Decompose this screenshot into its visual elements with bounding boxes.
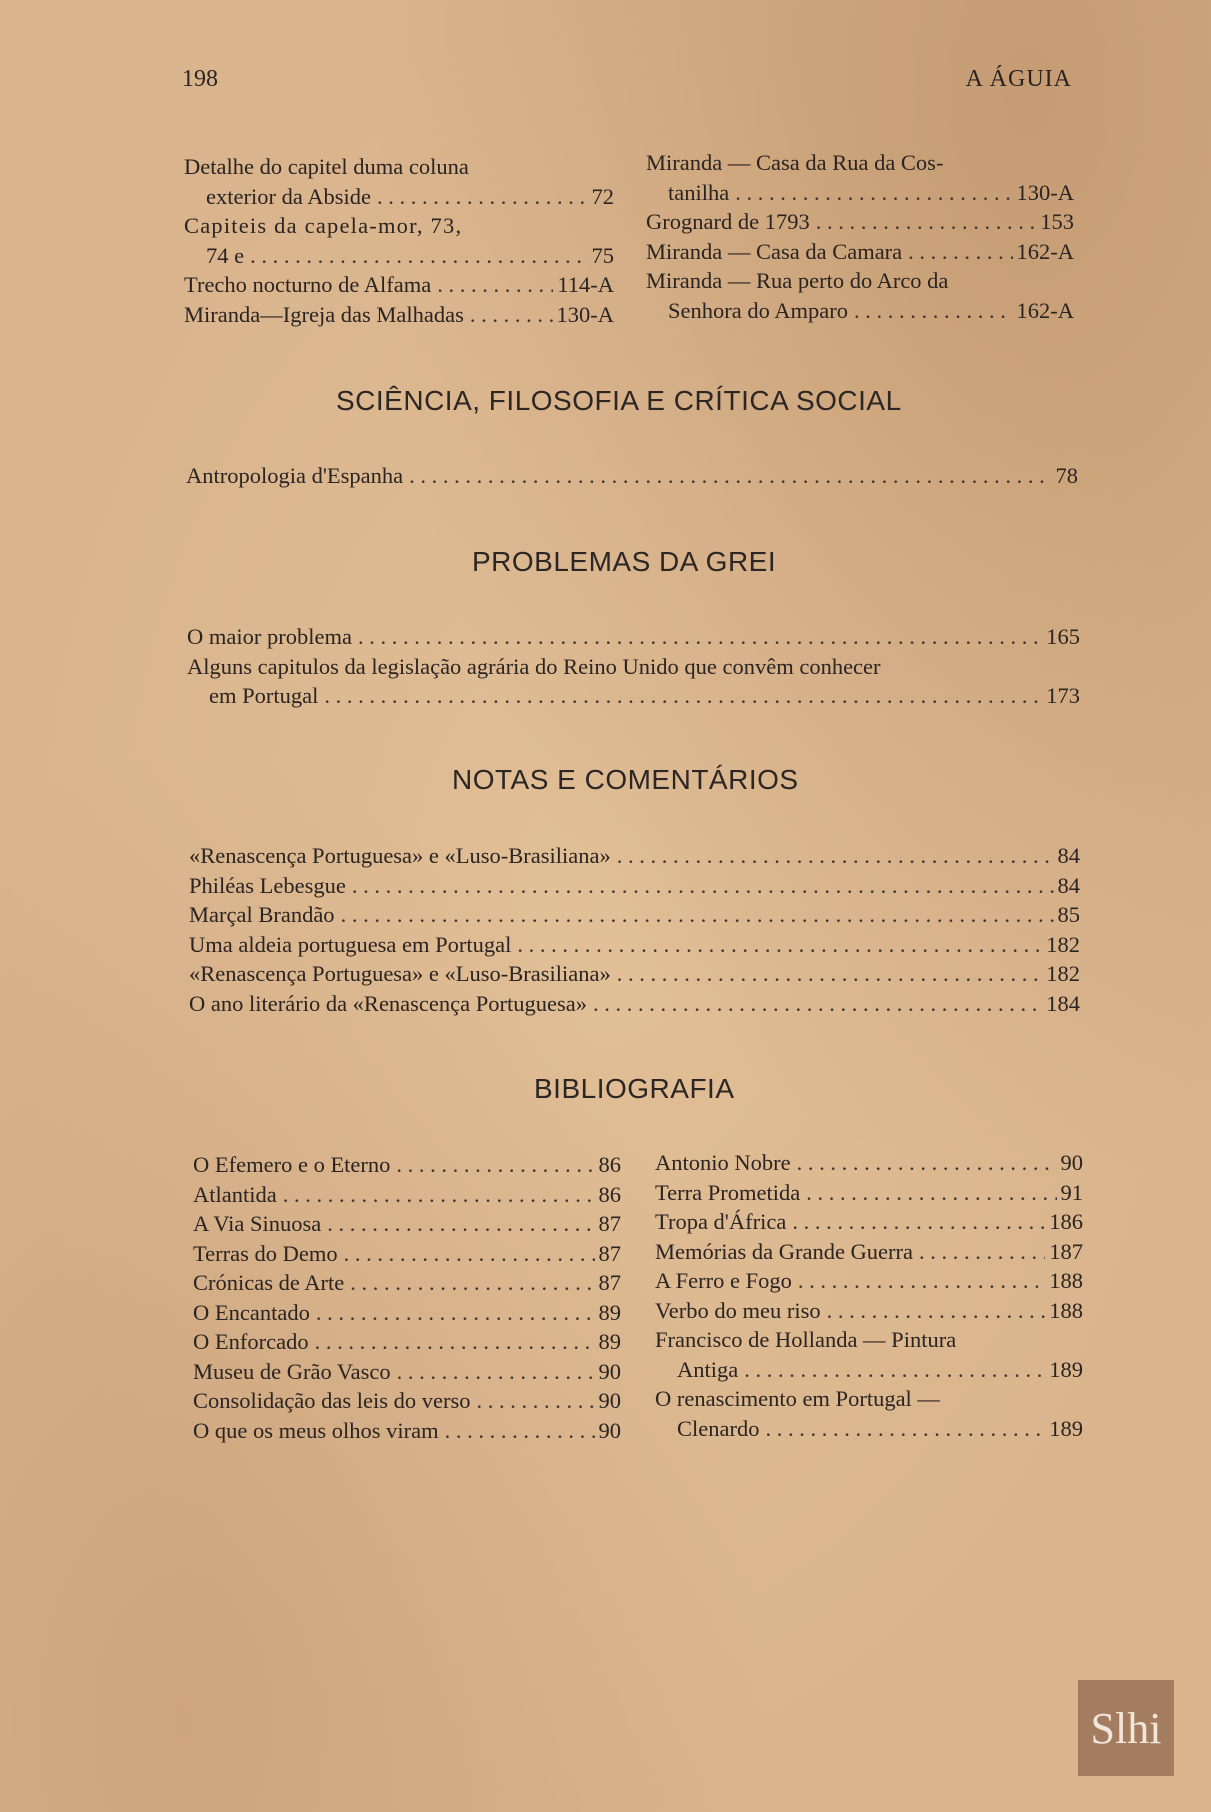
dot-leader [786, 1207, 1045, 1237]
toc-entry-title: exterior da Abside [206, 183, 371, 209]
toc-entry-title: Uma aldeia portuguesa em Portugal [189, 931, 512, 957]
toc-entry [189, 989, 1080, 1019]
toc-entry [189, 959, 1080, 989]
toc-entry [646, 296, 1074, 326]
toc-entry-title: O que os meus olhos viram [193, 1417, 439, 1443]
dot-leader [335, 900, 1054, 930]
dot-leader [800, 1178, 1056, 1208]
bibliografia-list-right [655, 1148, 1083, 1443]
dot-leader [738, 1355, 1045, 1385]
toc-entry-title: Miranda — Casa da Rua da Cos- [646, 150, 944, 175]
toc-entry-page: 187 [1049, 1238, 1083, 1264]
toc-entry [193, 1386, 621, 1416]
toc-entry [655, 1296, 1083, 1326]
toc-entry-title: O Encantado [193, 1299, 310, 1325]
toc-entry-title: Antonio Nobre [655, 1150, 791, 1175]
toc-entry-page: 87 [598, 1240, 621, 1266]
toc-entry-page: 89 [598, 1299, 621, 1325]
toc-entry-page: 188 [1049, 1268, 1083, 1293]
toc-entry-title: Memórias da Grande Guerra [655, 1238, 914, 1264]
dot-leader [244, 241, 587, 271]
toc-entry-page: 186 [1049, 1209, 1083, 1234]
dot-leader [611, 841, 1054, 871]
toc-entry-page: 130-A [1016, 179, 1074, 205]
toc-entry [655, 1266, 1083, 1296]
toc-entry-title: Antiga [677, 1356, 739, 1382]
toc-entry-title: «Renascença Portuguesa» e «Luso-Brasiliana» [189, 961, 611, 986]
toc-entry-page: 87 [598, 1270, 621, 1295]
toc-entry [186, 461, 1078, 491]
toc-entry-title: Alguns capitulos da legislação agrária do Reino Unido que convêm conhecer [187, 653, 881, 679]
toc-entry [184, 211, 614, 241]
toc-entry [655, 1325, 1083, 1355]
dot-leader [810, 207, 1037, 237]
toc-entry [193, 1327, 621, 1357]
toc-entry [646, 237, 1074, 267]
toc-entry-title: O ano literário da «Renascença Portuguesa» [189, 990, 587, 1016]
toc-entry [646, 178, 1074, 208]
journal-title: A ÁGUIA [965, 66, 1072, 92]
toc-entry [184, 300, 614, 330]
toc-entry-title: Crónicas de Arte [193, 1270, 345, 1295]
top-list-right [646, 148, 1074, 325]
toc-entry [646, 266, 1074, 296]
toc-entry [655, 1207, 1083, 1237]
dot-leader [464, 300, 553, 330]
dot-leader [344, 1268, 594, 1298]
toc-entry-page: 72 [591, 183, 614, 209]
toc-entry [184, 182, 614, 212]
toc-entry [193, 1209, 621, 1239]
dot-leader [338, 1239, 595, 1269]
toc-entry-title: Grognard de 1793 [646, 209, 810, 234]
toc-entry [646, 207, 1074, 237]
dot-leader [792, 1266, 1045, 1296]
toc-entry-title: O Enforcado [193, 1329, 309, 1354]
dot-leader [390, 1150, 594, 1180]
toc-entry-page: 173 [1046, 683, 1080, 708]
toc-entry [655, 1414, 1083, 1444]
dot-leader [310, 1298, 595, 1328]
toc-entry [193, 1150, 621, 1180]
toc-entry-title: Marçal Brandão [189, 902, 335, 927]
toc-entry [655, 1178, 1083, 1208]
toc-entry-page: 182 [1046, 931, 1080, 957]
toc-entry-title: Atlantida [193, 1181, 277, 1207]
section-heading-bibliografia: BIBLIOGRAFIA [534, 1073, 735, 1104]
toc-entry [655, 1148, 1083, 1178]
section-heading-problemas: PROBLEMAS DA GREI [472, 546, 777, 577]
toc-entry-title: Senhora do Amparo [668, 297, 848, 323]
toc-entry-title: Francisco de Hollanda — Pintura [655, 1327, 957, 1352]
toc-entry-page: 182 [1046, 961, 1080, 986]
page-number: 198 [182, 66, 218, 92]
toc-entry-title: Miranda — Casa da Camara [646, 238, 903, 264]
section-list-problemas [187, 622, 1080, 711]
dot-leader [346, 871, 1054, 901]
stamp-text: Slhi [1090, 1703, 1162, 1753]
bibliografia-list-left [193, 1150, 621, 1445]
toc-entry-title: Antropologia d'Espanha [186, 463, 404, 488]
dot-leader [902, 237, 1012, 267]
toc-entry-title: Consolidação das leis do verso [193, 1388, 471, 1413]
toc-entry [189, 841, 1080, 871]
dot-leader [821, 1296, 1046, 1326]
toc-entry [189, 900, 1080, 930]
toc-entry-page: 162-A [1016, 297, 1074, 323]
toc-entry-page: 90 [598, 1358, 621, 1384]
toc-entry-title: Museu de Grão Vasco [193, 1358, 391, 1384]
dot-leader [391, 1357, 595, 1387]
dot-leader [309, 1327, 595, 1357]
toc-entry [646, 148, 1074, 178]
dot-leader [848, 296, 1013, 326]
toc-entry [187, 652, 1080, 682]
toc-entry-page: 162-A [1016, 238, 1074, 264]
dot-leader [352, 622, 1042, 652]
dot-leader [511, 930, 1042, 960]
dot-leader [403, 461, 1051, 491]
toc-entry-page: 84 [1057, 843, 1080, 868]
toc-entry-title: Terras do Demo [193, 1240, 338, 1266]
toc-entry-title: Trecho nocturno de Alfama [184, 272, 432, 297]
toc-entry [184, 152, 614, 182]
toc-entry-page: 188 [1049, 1297, 1083, 1323]
toc-entry-page: 189 [1049, 1356, 1083, 1382]
dot-leader [729, 178, 1012, 208]
toc-entry-page: 84 [1057, 872, 1080, 898]
toc-entry-page: 86 [598, 1181, 621, 1207]
section-list-sciencia [186, 461, 1078, 491]
toc-entry-page: 130-A [556, 301, 614, 327]
toc-entry-page: 86 [598, 1152, 621, 1177]
toc-entry-title: 74 e [206, 242, 245, 268]
toc-entry-page: 153 [1040, 209, 1074, 234]
toc-entry [187, 681, 1080, 711]
toc-entry-title: Verbo do meu riso [655, 1297, 821, 1323]
toc-entry [193, 1180, 621, 1210]
toc-entry-page: 184 [1046, 990, 1080, 1016]
running-header [182, 66, 1072, 100]
toc-entry-title: Miranda — Rua perto do Arco da [646, 268, 949, 293]
dot-leader [611, 959, 1043, 989]
library-stamp-logo [1078, 1680, 1174, 1776]
toc-entry-title: A Ferro e Fogo [655, 1268, 792, 1293]
toc-entry-title: O renascimento em Portugal — [655, 1386, 940, 1411]
toc-entry-page: 90 [598, 1417, 621, 1443]
toc-entry [187, 622, 1080, 652]
toc-entry-title: Terra Prometida [655, 1179, 801, 1205]
toc-entry [193, 1298, 621, 1328]
toc-entry-title: Miranda—Igreja das Malhadas [184, 301, 464, 327]
toc-entry [189, 871, 1080, 901]
dot-leader [439, 1416, 595, 1446]
dot-leader [759, 1414, 1045, 1444]
toc-entry-title: Tropa d'África [655, 1209, 787, 1234]
toc-entry-title: tanilha [668, 179, 730, 205]
toc-entry-page: 91 [1060, 1179, 1083, 1205]
toc-entry [184, 241, 614, 271]
toc-entry [193, 1239, 621, 1269]
toc-entry-title: O Efemero e o Eterno [193, 1152, 391, 1177]
toc-entry-page: 90 [1060, 1150, 1083, 1175]
toc-entry-title: O maior problema [187, 624, 352, 649]
toc-entry-title: Clenardo [677, 1415, 760, 1441]
toc-entry-page: 165 [1046, 624, 1080, 649]
toc-entry-title: Detalhe do capitel duma coluna [184, 154, 469, 179]
toc-entry-title: A Via Sinuosa [193, 1211, 322, 1236]
toc-entry [193, 1416, 621, 1446]
toc-entry-title: Philéas Lebesgue [189, 872, 346, 898]
toc-entry-title: «Renascença Portuguesa» e «Luso-Brasiliana» [189, 843, 611, 868]
toc-entry [189, 930, 1080, 960]
toc-entry-title: Capiteis da capela-mor, 73, [184, 213, 463, 238]
section-heading-sciencia: SCIÊNCIA, FILOSOFIA E CRÍTICA SOCIAL [336, 385, 902, 416]
toc-entry-page: 75 [591, 242, 614, 268]
section-heading-notas: NOTAS E COMENTÁRIOS [452, 764, 799, 795]
toc-entry-page: 114-A [557, 272, 614, 297]
toc-entry-page: 87 [598, 1211, 621, 1236]
dot-leader [791, 1148, 1057, 1178]
toc-entry [655, 1355, 1083, 1385]
dot-leader [587, 989, 1042, 1019]
toc-entry-title: em Portugal [209, 683, 319, 708]
toc-entry [655, 1384, 1083, 1414]
top-list-left [184, 152, 614, 329]
toc-entry [655, 1237, 1083, 1267]
toc-entry [184, 270, 614, 300]
toc-entry-page: 189 [1049, 1415, 1083, 1441]
dot-leader [321, 1209, 594, 1239]
dot-leader [431, 270, 553, 300]
toc-entry [193, 1357, 621, 1387]
dot-leader [318, 681, 1042, 711]
dot-leader [277, 1180, 595, 1210]
toc-entry-page: 85 [1057, 902, 1080, 927]
section-list-notas [189, 841, 1080, 1018]
toc-entry-page: 90 [598, 1388, 621, 1413]
toc-entry [193, 1268, 621, 1298]
dot-leader [913, 1237, 1045, 1267]
dot-leader [470, 1386, 594, 1416]
dot-leader [371, 182, 588, 212]
toc-entry-page: 89 [598, 1329, 621, 1354]
toc-entry-page: 78 [1055, 463, 1078, 488]
